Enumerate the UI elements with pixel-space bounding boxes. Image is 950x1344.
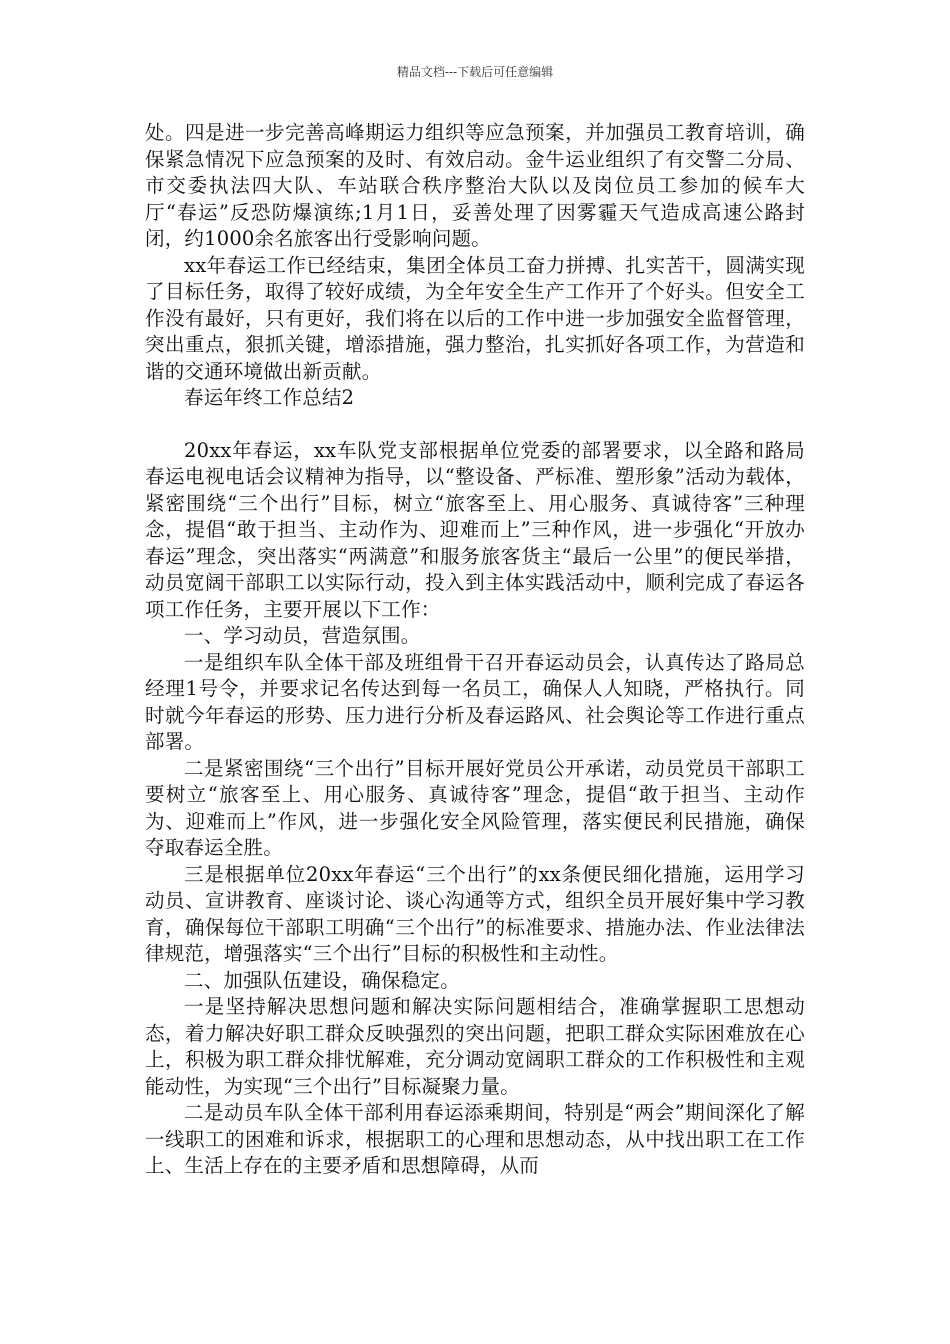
paragraph: 二是动员车队全体干部利用春运添乘期间，特别是“两会”期间深化了解一线职工的困难和诉求，根据职工的心理和思想动态，从中找出职工在工作上、生活上存在的主要矛盾和思想障碍，从而 bbox=[145, 1101, 805, 1177]
section-title: 春运年终工作总结2 bbox=[184, 386, 355, 409]
section-heading: 二、加强队伍建设，确保稳定。 bbox=[184, 968, 460, 992]
document-body bbox=[145, 120, 805, 1180]
paragraph: 20xx年春运，xx车队党支部根据单位党委的部署要求，以全路和路局春运电视电话会议精神为指导，以“整设备、严标准、塑形象”活动为载体，紧密围绕“三个出行”目标，树立“旅客至上、用心服务、真诚待客”三种理念，提倡“敢于担当、主动作为、迎难而上”三种作风，进一步强化“开放办春运”理念，突出落实“两满意”和服务旅客货主“最后一公里”的便民举措，动员宽阔干部职工以实际行动，投入到主体实践活动中，顺利完成了春运各项工作任务，主要开展以下工作： bbox=[145, 438, 805, 621]
paragraph: 一是坚持解决思想问题和解决实际问题相结合，准确掌握职工思想动态，着力解决好职工群众反映强烈的突出问题，把职工群众实际困难放在心上，积极为职工群众排忧解难，充分调动宽阔职工群众的工作积极性和主观能动性，为实现“三个出行”目标凝聚力量。 bbox=[145, 995, 805, 1098]
paragraph: xx年春运工作已经结束，集团全体员工奋力拼搏、扎实苦干，圆满实现了目标任务，取得了较好成绩，为全年安全生产工作开了个好头。但安全工作没有最好，只有更好，我们将在以后的工作中进一步加强安全监督管理，突出重点，狠抓关键，增添措施，强力整治，扎实抓好各项工作，为营造和谐的交通环境做出新贡献。 bbox=[145, 253, 805, 383]
page-header: 精品文档---下载后可任意编辑 bbox=[396, 65, 554, 79]
paragraph: 一是组织车队全体干部及班组骨干召开春运动员会，认真传达了路局总经理1号令，并要求记名传达到每一名员工，确保人人知晓，严格执行。同时就今年春运的形势、压力进行分析及春运路风、社会舆论等工作进行重点部署。 bbox=[145, 650, 805, 753]
paragraph: 处。四是进一步完善高峰期运力组织等应急预案，并加强员工教育培训，确保紧急情况下应急预案的及时、有效启动。金牛运业组织了有交警二分局、市交委执法四大队、车站联合秩序整治大队以及岗位员工参加的候车大厅“春运”反恐防爆演练;1月1日，妥善处理了因雾霾天气造成高速公路封闭，约1000余名旅客出行受影响问题。 bbox=[145, 121, 805, 250]
section-heading: 一、学习动员，营造氛围。 bbox=[184, 624, 421, 647]
paragraph: 三是根据单位20xx年春运“三个出行”的xx条便民细化措施，运用学习动员、宣讲教育、座谈讨论、谈心沟通等方式，组织全员开展好集中学习教育，确保每位干部职工明确“三个出行”的标准要求、措施办法、作业法律法律规范，增强落实“三个出行”目标的积极性和主动性。 bbox=[145, 862, 805, 965]
paragraph: 二是紧密围绕“三个出行”目标开展好党员公开承诺，动员党员干部职工要树立“旅客至上、用心服务、真诚待客”理念，提倡“敢于担当、主动作为、迎难而上”作风，进一步强化安全风险管理，落实便民利民措施，确保夺取春运全胜。 bbox=[145, 756, 805, 859]
blank-line bbox=[145, 412, 805, 438]
